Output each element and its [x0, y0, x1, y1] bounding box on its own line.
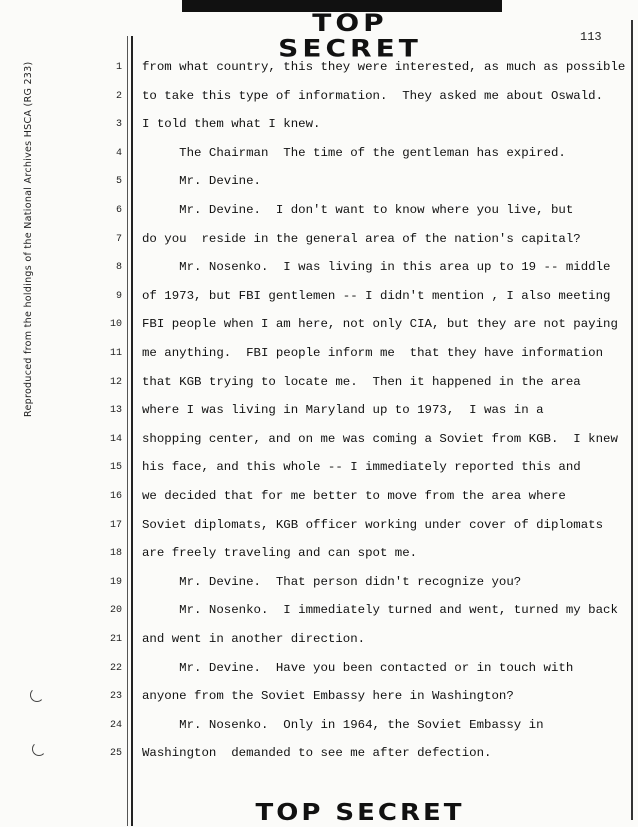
line-number: 5 — [115, 176, 122, 188]
transcript-line: his face, and this whole -- I immediately reported this and — [142, 460, 581, 475]
line-number: 21 — [109, 634, 122, 645]
line-number: 16 — [109, 491, 122, 502]
transcript-line: of 1973, but FBI gentlemen -- I didn't mention , I also meeting — [142, 288, 611, 303]
transcript-line: to take this type of information. They asked me about Oswald. — [142, 88, 604, 103]
line-number: 12 — [109, 376, 122, 388]
line-number: 8 — [115, 262, 122, 274]
line-number: 19 — [109, 576, 122, 588]
transcript-line: shopping center, and on me was coming a Soviet from KGB. I knew — [142, 431, 618, 446]
transcript-line: that KGB trying to locate me. Then it happened in the area — [142, 374, 581, 389]
line-number: 24 — [109, 719, 122, 731]
transcript-line: me anything. FBI people inform me that they have information — [142, 346, 604, 360]
right-edge-rule — [631, 20, 633, 820]
transcript-line: anyone from the Soviet Embassy here in Washington? — [142, 689, 514, 704]
line-number: 25 — [109, 748, 122, 760]
classification-footer: TOP SECRET — [255, 799, 465, 827]
margin-rule-inner — [127, 36, 128, 826]
line-number: 4 — [115, 147, 122, 159]
line-number: 23 — [109, 691, 122, 703]
line-number: 10 — [109, 319, 122, 331]
punch-hole-mark — [32, 742, 46, 756]
line-number: 2 — [115, 90, 122, 102]
margin-rule — [131, 36, 133, 826]
line-number: 14 — [109, 433, 122, 445]
line-number: 9 — [115, 290, 122, 302]
transcript-line: The Chairman The time of the gentleman has expired. — [142, 145, 566, 160]
line-number: 13 — [109, 405, 122, 417]
line-number: 15 — [109, 462, 122, 474]
line-number: 7 — [115, 233, 122, 245]
line-number: 1 — [115, 62, 122, 73]
transcript-line: Mr. Nosenko. I was living in this area up to 19 -- middle — [142, 260, 611, 275]
archive-source-note: Reproduced from the holdings of the National Archives HSCA (RG 233) — [23, 61, 34, 417]
line-number: 11 — [109, 348, 122, 359]
transcript-line: Mr. Nosenko. I immediately turned and went, turned my back — [142, 603, 618, 618]
transcript-line: Washington demanded to see me after defection. — [142, 746, 492, 761]
line-number: 17 — [109, 519, 122, 531]
line-number: 18 — [109, 548, 122, 560]
transcript-line: FBI people when I am here, not only CIA, but they are not paying — [142, 317, 618, 332]
transcript-line: Mr. Nosenko. Only in 1964, the Soviet Embassy in — [142, 717, 544, 732]
transcript-line: where I was living in Maryland up to 1973, I was in a — [142, 403, 544, 418]
transcript-line: we decided that for me better to move from the area where — [142, 489, 566, 503]
transcript-line: from what country, this they were interested, as much as possible — [142, 60, 626, 74]
transcript-line: Mr. Devine. That person didn't recognize you? — [142, 574, 522, 589]
transcript-line: I told them what I knew. — [142, 117, 321, 132]
page-number: 113 — [580, 30, 602, 44]
transcript-line: and went in another direction. — [142, 632, 366, 646]
line-number: 3 — [115, 119, 122, 131]
classification-header: TOP SECRET — [278, 8, 422, 63]
line-number: 20 — [109, 605, 122, 617]
punch-hole-mark — [30, 688, 44, 702]
transcript-line: Mr. Devine. Have you been contacted or in touch with — [142, 660, 574, 675]
transcript-line: Soviet diplomats, KGB officer working under cover of diplomats — [142, 517, 604, 532]
line-number: 22 — [109, 662, 122, 674]
transcript-line: Mr. Devine. I don't want to know where you live, but — [142, 203, 574, 217]
transcript-line: Mr. Devine. — [142, 174, 261, 189]
transcript-line: are freely traveling and can spot me. — [142, 546, 418, 561]
transcript-line: do you reside in the general area of the nation's capital? — [142, 231, 581, 246]
line-number: 6 — [115, 205, 122, 216]
